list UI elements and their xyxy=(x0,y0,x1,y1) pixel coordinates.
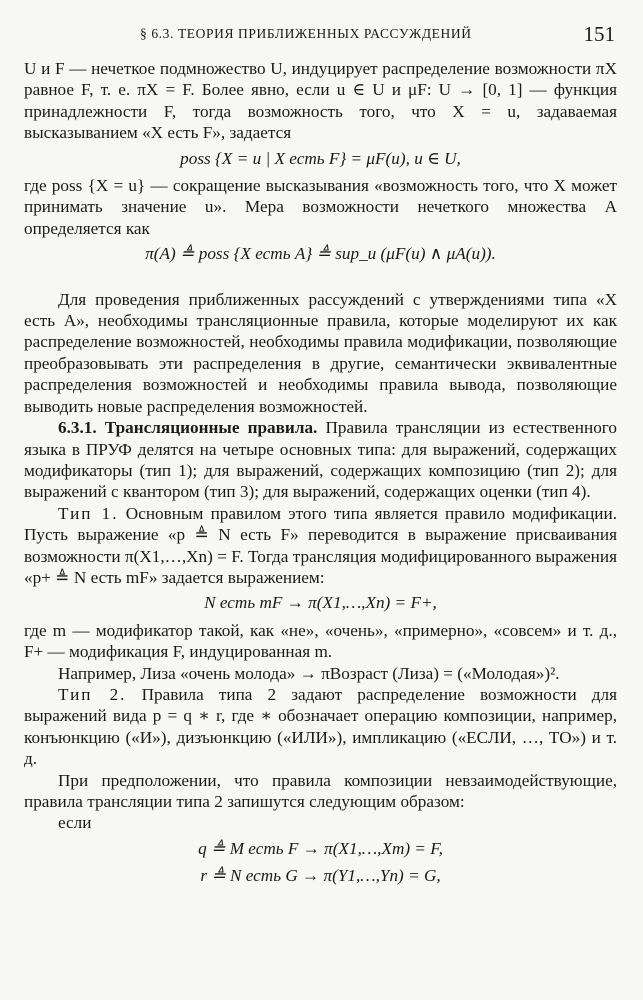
page-header xyxy=(0,22,643,52)
section-number: 6.3.1. xyxy=(58,418,97,438)
formula-modification: N есть mF → π(X1,…,Xn) = F+, xyxy=(204,593,437,613)
paragraph-poss-definition: где poss {X = u} — сокращение высказывания «возможность того, что X может принимать значение u». Мера возможности нечеткого множества A определяется как xyxy=(24,176,617,238)
formula-possibility-measure: π(A) ≜ poss {X есть A} ≜ sup_u (μF(u) ∧ μA(u)). xyxy=(145,244,496,264)
paragraph-modifier: где m — модификатор такой, как «не», «очень», «примерно», «совсем» и т. д., F+ — модификация F, индуцированная m. xyxy=(24,620,617,662)
spacer xyxy=(24,271,617,289)
if-word: если xyxy=(58,813,92,833)
page-body xyxy=(24,58,617,893)
paragraph-approximate-reasoning: Для проведения приближенных рассуждений с утверждениями типа «X есть A», необходимы трансляционные правила, которые моделируют их как распределение возможностей, необходимы правила модификации, позволяющие преобразовывать эти распределения в другие, семантически эквивалентные распределения возможностей и необходимы правила вывода, позволяющие выводить новые распределения возможностей. xyxy=(24,289,617,416)
section-title: Трансляционные правила. xyxy=(104,418,318,438)
paragraph-example: Например, Лиза «очень молода» → πВозраст (Лиза) = («Молодая»)². xyxy=(58,663,560,683)
type-2-label: Тип 2. xyxy=(58,684,127,704)
paragraph-possibility-intro: U и F — нечеткое подмножество U, индуцирует распределение возможности πX равное F, т. е. πX = F. Более явно, если u ∈ U и μF: U → [0, 1] — функция принадлежности F, тогда возможность того, что X = u, задаваемая высказыванием «X есть F», задается xyxy=(24,59,617,143)
type-2-text: Правила типа 2 задают распределение возможности для выражений вида p = q ∗ r, где ∗ обозначает операцию композиции, например, конъюнкцию («И»), дизъюнкцию («ИЛИ»), импликацию («ЕСЛИ, …, ТО») и т. д. xyxy=(24,684,618,769)
formula-q-rule: q ≜ M есть F → π(X1,…,Xm) = F, xyxy=(198,838,443,858)
paragraph-translation-rules xyxy=(24,417,617,503)
paragraph-type-1 xyxy=(24,503,617,589)
paragraph-composition-assumption: При предположении, что правила композиции невзаимодействующие, правила трансляции типа 2 запишутся следующим образом: xyxy=(24,770,617,811)
formula-poss: poss {X = u | X есть F} = μF(u), u ∈ U, xyxy=(180,148,461,168)
page-number: 151 xyxy=(583,22,615,46)
formula-r-rule: r ≜ N есть G → π(Y1,…,Yn) = G, xyxy=(200,866,441,886)
section-text: Правила трансляции из естественного языка в ПРУФ делятся на четыре основных типа: для выражений, содержащих модификаторы (тип 1); для выражений, содержащих композицию (тип 2); для выражений с квантором (тип 3); для выражений, содержащих оценки (тип 4). xyxy=(24,418,618,502)
running-title: § 6.3. ТЕОРИЯ ПРИБЛИЖЕННЫХ РАССУЖДЕНИЙ xyxy=(140,26,472,41)
type-1-label: Тип 1. xyxy=(58,503,119,523)
paragraph-type-2 xyxy=(24,684,617,770)
type-1-text: Основным правилом этого типа является правило модификации. Пусть выражение «p ≜ N есть F» переводится в выражение присваивания возможности π(X1,…,Xn) = F. Тогда трансляция модифицированного выражения «p+ ≜ N есть mF» задается выражением: xyxy=(24,503,617,587)
